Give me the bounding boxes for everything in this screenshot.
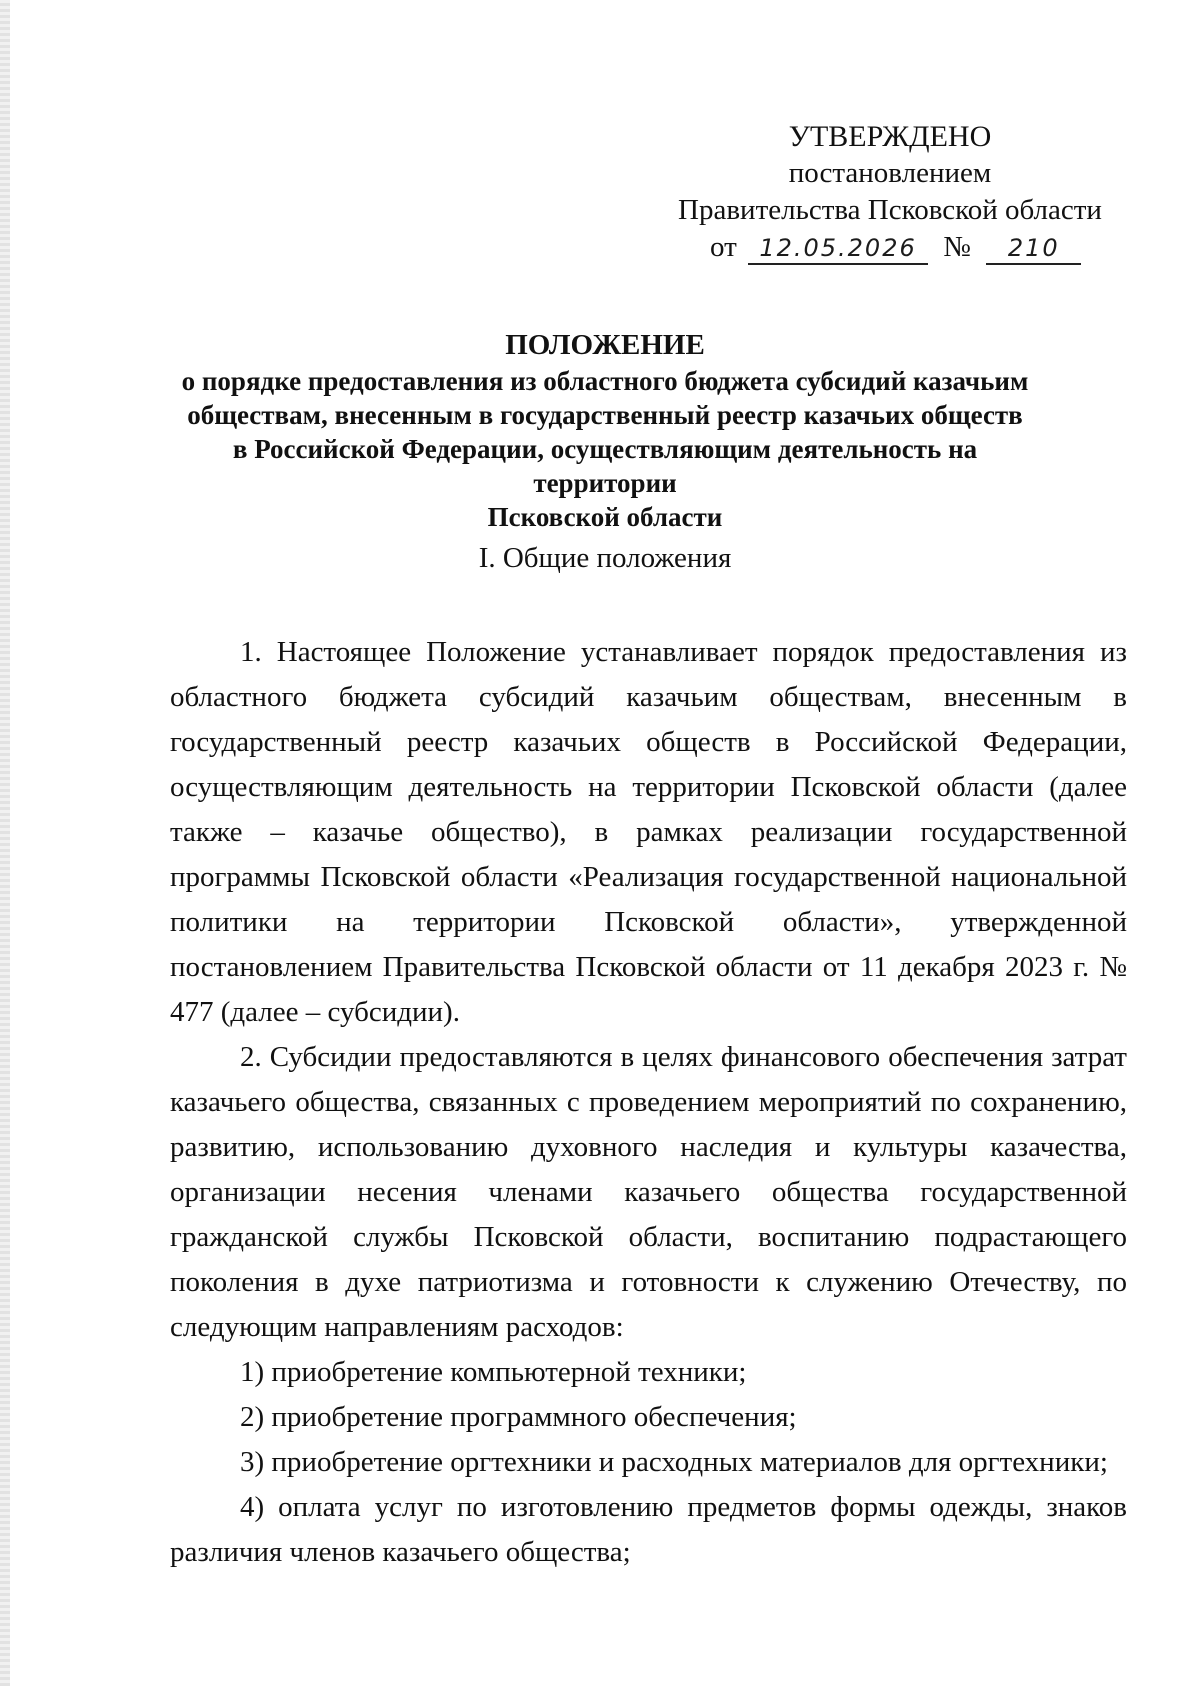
document-title <box>160 328 1050 534</box>
handwritten-date: 12.05.2026 <box>748 233 928 265</box>
paragraph: 2. Субсидии предоставляются в целях финансового обеспечения затрат казачьего общества, связанных с проведением мероприятий по сохранению, развитию, использованию духовного наследия и культуры казачества, организации несения членами казачьего общества государственной гражданской службы Псковской области, воспитанию подрастающего поколения в духе патриотизма и готовности к служению Отечеству, по следующим направлениям расходов: <box>170 1041 1127 1343</box>
title-line: Псковской области <box>487 502 723 532</box>
scan-edge <box>0 0 10 1686</box>
document-body <box>170 630 1127 1575</box>
list-item: 4) оплата услуг по изготовлению предметов формы одежды, знаков различия членов казачьего общества; <box>170 1491 1127 1568</box>
approval-stamp <box>640 118 1140 269</box>
list-item: 2) приобретение программного обеспечения; <box>240 1401 797 1433</box>
approved-label: УТВЕРЖДЕНО <box>788 120 992 153</box>
date-line <box>640 229 1140 269</box>
title-line: обществам, внесенным в государственный реестр казачьих обществ <box>187 400 1023 430</box>
list-item: 3) приобретение оргтехники и расходных материалов для оргтехники; <box>240 1446 1108 1478</box>
paragraph: 1. Настоящее Положение устанавливает порядок предоставления из областного бюджета субсидий казачьим обществам, внесенным в государственный реестр казачьих обществ в Российской Федерации, осуществляющим деятельность на территории Псковской области (далее также – казачье общество), в рамках реализации государственной программы Псковской области «Реализация государственной национальной политики на территории Псковской области», утвержденной постановлением Правительства Псковской области от 11 декабря 2023 г. № 477 (далее – субсидии). <box>170 636 1127 1028</box>
handwritten-number: 210 <box>986 233 1081 265</box>
decree-label: постановлением <box>788 157 992 189</box>
section-heading: I. Общие положения <box>478 542 732 574</box>
title-line: в Российской Федерации, осуществляющим деятельность на территории <box>232 434 978 498</box>
authority-label: Правительства Псковской области <box>678 194 1102 226</box>
from-label: от <box>710 231 737 263</box>
title-line: о порядке предоставления из областного бюджета субсидий казачьим <box>181 366 1029 396</box>
title-heading: ПОЛОЖЕНИЕ <box>505 329 705 361</box>
list-item: 1) приобретение компьютерной техники; <box>240 1356 747 1388</box>
number-label: № <box>943 231 971 263</box>
